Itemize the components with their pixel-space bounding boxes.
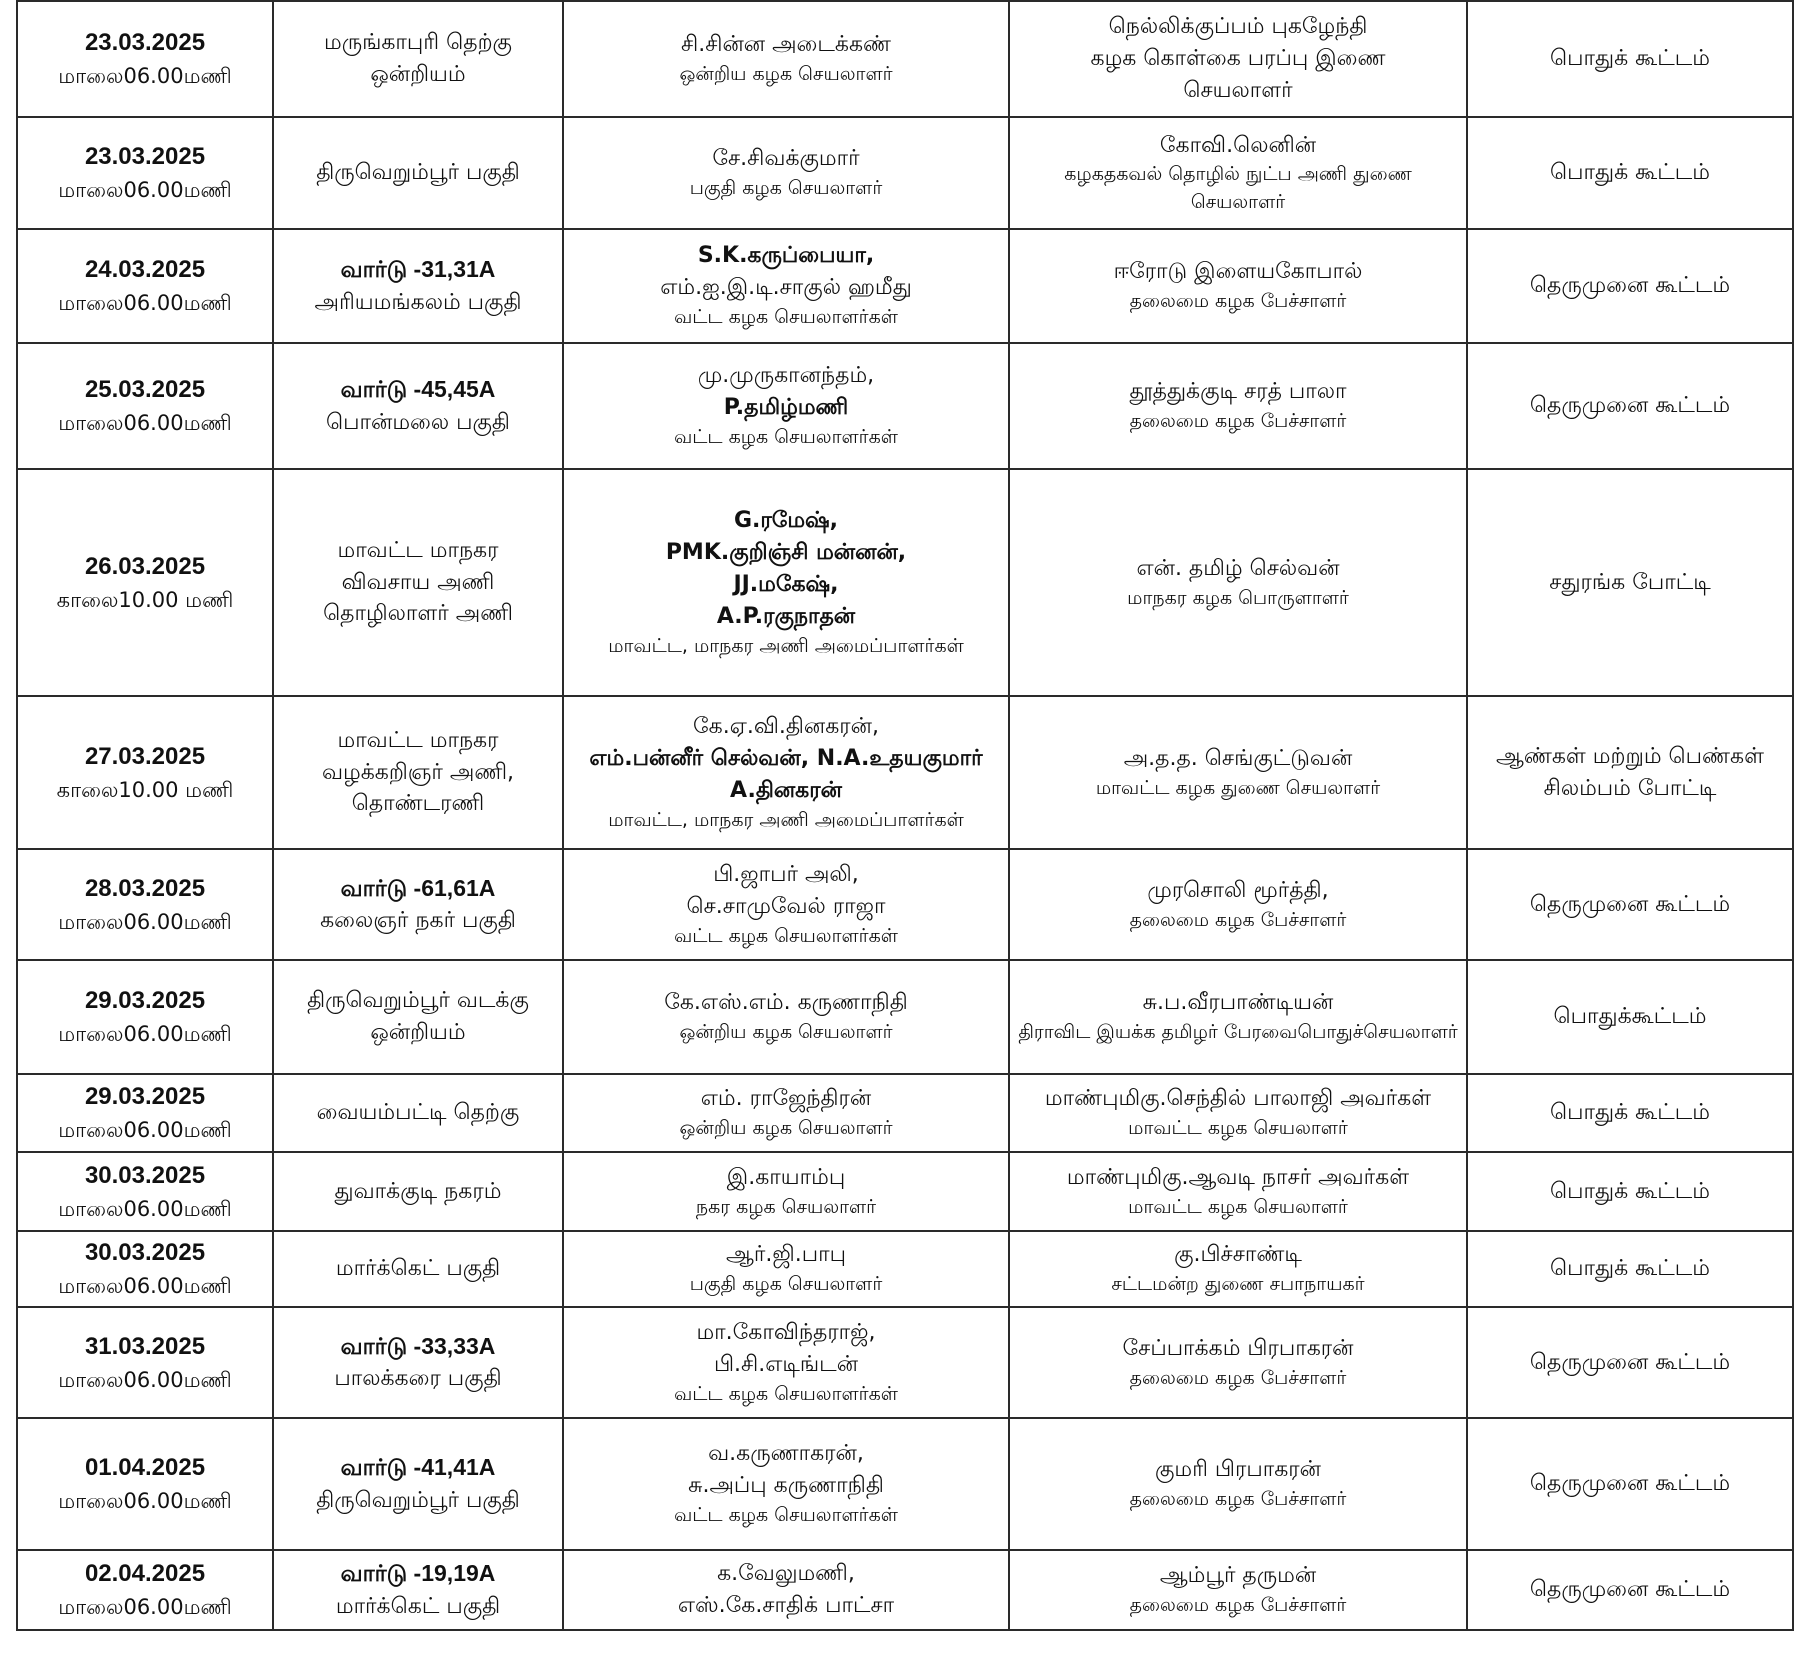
- speaker-role: தலைமை கழக பேச்சாளர்: [1129, 410, 1347, 433]
- organizer-name: JJ.மகேஷ்,: [733, 571, 839, 597]
- organizer-cell: [563, 1152, 1009, 1231]
- speaker-cell: [1009, 1152, 1467, 1231]
- event-date: 24.03.2025: [84, 256, 206, 284]
- event-type: பொதுக் கூட்டம்: [1550, 160, 1710, 186]
- date-cell: [17, 1550, 273, 1630]
- event-cell: [1467, 117, 1793, 229]
- organizer-name: S.K.கருப்பையா,: [697, 243, 875, 269]
- organizer-cell: [563, 343, 1009, 469]
- speaker-cell: [1009, 696, 1467, 849]
- place-cell: [273, 1307, 563, 1418]
- event-cell: [1467, 1, 1793, 117]
- place-cell: [273, 117, 563, 229]
- organizer-name: எம்.ஐ.இ.டி.சாகுல் ஹமீது: [660, 275, 912, 301]
- place-line: வையம்பட்டி தெற்கு: [316, 1100, 520, 1126]
- speaker-name: அ.த.த. செங்குட்டுவன்: [1123, 745, 1353, 771]
- place-cell: [273, 1, 563, 117]
- date-cell: [17, 469, 273, 696]
- organizer-name: வ.கருணாகரன்,: [708, 1441, 864, 1467]
- speaker-name: தூத்துக்குடி சரத் பாலா: [1129, 379, 1347, 405]
- date-cell: [17, 1, 273, 117]
- event-date: 31.03.2025: [84, 1332, 206, 1360]
- place-cell: [273, 469, 563, 696]
- table-row: [17, 960, 1793, 1074]
- organizer-cell: [563, 696, 1009, 849]
- organizer-cell: [563, 469, 1009, 696]
- place-line: மார்க்கெட் பகுதி: [335, 1593, 501, 1619]
- place-cell: [273, 229, 563, 343]
- event-time: காலை10.00 மணி: [56, 587, 234, 612]
- speaker-name: கு.பிச்சாண்டி: [1174, 1242, 1302, 1268]
- event-cell: [1467, 1231, 1793, 1307]
- place-line: வார்டு -61,61A: [340, 874, 496, 901]
- organizer-cell: [563, 1074, 1009, 1152]
- table-row: [17, 343, 1793, 469]
- date-cell: [17, 117, 273, 229]
- organizer-cell: [563, 229, 1009, 343]
- speaker-name: செயலாளர்: [1183, 77, 1293, 103]
- table-row: [17, 1418, 1793, 1550]
- organizer-role: வட்ட கழக செயலாளர்கள்: [674, 1504, 898, 1527]
- speaker-cell: [1009, 229, 1467, 343]
- speaker-role: தலைமை கழக பேச்சாளர்: [1129, 1366, 1347, 1389]
- date-cell: [17, 343, 273, 469]
- organizer-name: PMK.குறிஞ்சி மன்னன்,: [665, 539, 907, 565]
- table-row: [17, 1, 1793, 117]
- organizer-role: ஒன்றிய கழக செயலாளர்: [679, 1021, 893, 1044]
- speaker-role: தலைமை கழக பேச்சாளர்: [1129, 1488, 1347, 1511]
- place-line: ஒன்றியம்: [370, 62, 466, 87]
- speaker-name: ஆம்பூர் தருமன்: [1159, 1563, 1317, 1589]
- place-cell: [273, 343, 563, 469]
- organizer-name: எஸ்.கே.சாதிக் பாட்சா: [677, 1593, 895, 1618]
- speaker-role: மாவட்ட கழக செயலாளர்: [1128, 1117, 1348, 1140]
- organizer-role: பகுதி கழக செயலாளர்: [689, 1273, 883, 1296]
- speaker-cell: [1009, 1, 1467, 117]
- event-date: 02.04.2025: [84, 1560, 206, 1588]
- place-line: வார்டு -19,19A: [340, 1560, 496, 1587]
- place-line: அரியமங்கலம் பகுதி: [314, 289, 522, 315]
- event-cell: [1467, 1307, 1793, 1418]
- organizer-cell: [563, 1, 1009, 117]
- organizer-name: எம்.பன்னீர் செல்வன், N.A.உதயகுமார்: [589, 745, 983, 771]
- event-date: 25.03.2025: [84, 376, 206, 404]
- speaker-cell: [1009, 343, 1467, 469]
- organizer-role: நகர கழக செயலாளர்: [695, 1195, 877, 1218]
- speaker-role: தலைமை கழக பேச்சாளர்: [1129, 290, 1347, 313]
- event-cell: [1467, 343, 1793, 469]
- place-line: மாவட்ட மாநகர: [337, 727, 499, 753]
- event-cell: [1467, 469, 1793, 696]
- table-row: [17, 1231, 1793, 1307]
- speaker-role: மாவட்ட கழக துணை செயலாளர்: [1095, 776, 1381, 799]
- event-date: 29.03.2025: [84, 1083, 206, 1111]
- speaker-role: மாவட்ட கழக செயலாளர்: [1128, 1195, 1348, 1218]
- date-cell: [17, 1152, 273, 1231]
- date-cell: [17, 696, 273, 849]
- event-type: பொதுக் கூட்டம்: [1550, 1256, 1710, 1282]
- organizer-name: பி.ஜாபர் அலி,: [713, 861, 859, 887]
- event-time: மாலை06.00மணி: [58, 1196, 232, 1221]
- event-date: 23.03.2025: [84, 143, 206, 171]
- organizer-name: G.ரமேஷ்,: [733, 507, 839, 533]
- event-type: சதுரங்க போட்டி: [1549, 569, 1711, 595]
- speaker-name: ஈரோடு இளையகோபால்: [1113, 259, 1363, 285]
- event-type: தெருமுனை கூட்டம்: [1529, 1349, 1731, 1375]
- date-cell: [17, 1418, 273, 1550]
- speaker-cell: [1009, 1231, 1467, 1307]
- date-cell: [17, 1231, 273, 1307]
- place-line: பாலக்கரை பகுதி: [334, 1366, 502, 1392]
- table-row: [17, 1074, 1793, 1152]
- event-cell: [1467, 1550, 1793, 1630]
- place-line: திருவெறும்பூர் பகுதி: [316, 1487, 520, 1513]
- event-cell: [1467, 1074, 1793, 1152]
- event-date: 26.03.2025: [84, 552, 206, 580]
- organizer-name: க.வேலுமணி,: [717, 1561, 855, 1587]
- speaker-name: சேப்பாக்கம் பிரபாகரன்: [1122, 1335, 1354, 1361]
- schedule-table: [16, 0, 1794, 1631]
- place-line: வார்டு -31,31A: [340, 256, 496, 283]
- organizer-name: கே.எஸ்.எம். கருணாநிதி: [664, 990, 908, 1016]
- event-type: பொதுக் கூட்டம்: [1550, 46, 1710, 72]
- speaker-cell: [1009, 469, 1467, 696]
- place-line: தொழிலாளர் அணி: [323, 601, 513, 627]
- event-date: 01.04.2025: [84, 1454, 206, 1482]
- organizer-name: கே.ஏ.வி.தினகரன்,: [693, 713, 879, 739]
- event-time: மாலை06.00மணி: [58, 291, 232, 316]
- speaker-role: தலைமை கழக பேச்சாளர்: [1129, 1594, 1347, 1617]
- organizer-role: மாவட்ட, மாநகர அணி அமைப்பாளர்கள்: [608, 634, 964, 657]
- place-line: வார்டு -45,45A: [340, 376, 496, 403]
- speaker-cell: [1009, 1550, 1467, 1630]
- event-type: ஆண்கள் மற்றும் பெண்கள்: [1496, 743, 1764, 769]
- organizer-role: வட்ட கழக செயலாளர்கள்: [674, 1382, 898, 1405]
- event-type: தெருமுனை கூட்டம்: [1529, 1577, 1731, 1603]
- organizer-name: சி.சின்ன அடைக்கண்: [680, 32, 892, 58]
- place-cell: [273, 1550, 563, 1630]
- table-row: [17, 696, 1793, 849]
- event-cell: [1467, 849, 1793, 960]
- date-cell: [17, 229, 273, 343]
- event-date: 28.03.2025: [84, 874, 206, 902]
- event-cell: [1467, 1418, 1793, 1550]
- event-type: பொதுக் கூட்டம்: [1550, 1178, 1710, 1204]
- organizer-name: சு.அப்பு கருணாநிதி: [688, 1473, 884, 1499]
- event-time: மாலை06.00மணி: [58, 1367, 232, 1392]
- place-line: பொன்மலை பகுதி: [326, 409, 510, 435]
- event-time: மாலை06.00மணி: [58, 411, 232, 436]
- speaker-name: என். தமிழ் செல்வன்: [1136, 555, 1340, 581]
- event-date: 30.03.2025: [84, 1239, 206, 1267]
- place-cell: [273, 1074, 563, 1152]
- event-time: மாலை06.00மணி: [58, 1489, 232, 1514]
- organizer-cell: [563, 1231, 1009, 1307]
- event-type: சிலம்பம் போட்டி: [1543, 775, 1717, 801]
- event-time: காலை10.00 மணி: [56, 777, 234, 802]
- place-line: தொண்டரணி: [351, 791, 485, 817]
- event-date: 27.03.2025: [84, 742, 206, 770]
- organizer-name: A.தினகரன்: [730, 777, 842, 803]
- event-time: மாலை06.00மணி: [58, 1595, 232, 1620]
- organizer-name: பி.சி.எடிங்டன்: [713, 1351, 859, 1377]
- event-time: மாலை06.00மணி: [58, 1274, 232, 1299]
- organizer-role: ஒன்றிய கழக செயலாளர்: [679, 63, 893, 86]
- event-date: 23.03.2025: [84, 29, 206, 57]
- event-type: பொதுக் கூட்டம்: [1550, 1100, 1710, 1126]
- place-line: வழக்கறிஞர் அணி,: [321, 759, 515, 785]
- speaker-name: மாண்புமிகு.ஆவடி நாசர் அவர்கள்: [1066, 1164, 1410, 1190]
- event-time: மாலை06.00மணி: [58, 909, 232, 934]
- organizer-role: வட்ட கழக செயலாளர்கள்: [674, 924, 898, 947]
- place-line: திருவெறும்பூர் பகுதி: [316, 160, 520, 186]
- event-time: மாலை06.00மணி: [58, 178, 232, 203]
- table-row: [17, 849, 1793, 960]
- place-cell: [273, 1231, 563, 1307]
- place-cell: [273, 1152, 563, 1231]
- speaker-name: கழக கொள்கை பரப்பு இணை: [1090, 46, 1386, 72]
- place-line: ஒன்றியம்: [370, 1020, 466, 1045]
- organizer-cell: [563, 849, 1009, 960]
- organizer-role: ஒன்றிய கழக செயலாளர்: [679, 1117, 893, 1140]
- organizer-name: இ.காயாம்பு: [726, 1164, 846, 1190]
- event-type: பொதுக்கூட்டம்: [1553, 1004, 1707, 1030]
- event-cell: [1467, 696, 1793, 849]
- event-cell: [1467, 229, 1793, 343]
- speaker-role: மாநகர கழக பொருளாளர்: [1127, 586, 1349, 609]
- organizer-name: எம். ராஜேந்திரன்: [700, 1086, 872, 1112]
- table-row: [17, 229, 1793, 343]
- organizer-name: செ.சாமுவேல் ராஜா: [686, 893, 886, 919]
- speaker-role: தலைமை கழக பேச்சாளர்: [1129, 908, 1347, 931]
- table-row: [17, 117, 1793, 229]
- event-type: தெருமுனை கூட்டம்: [1529, 273, 1731, 299]
- speaker-cell: [1009, 1418, 1467, 1550]
- place-line: வார்டு -33,33A: [340, 1332, 496, 1359]
- speaker-role: திராவிட இயக்க தமிழர் பேரவைபொதுச்செயலாளர்: [1018, 1021, 1458, 1044]
- event-cell: [1467, 960, 1793, 1074]
- organizer-role: வட்ட கழக செயலாளர்கள்: [674, 306, 898, 329]
- organizer-cell: [563, 117, 1009, 229]
- schedule-sheet: [16, 0, 1792, 1654]
- event-type: தெருமுனை கூட்டம்: [1529, 1471, 1731, 1497]
- organizer-name: A.P.ரகுநாதன்: [716, 603, 856, 629]
- table-row: [17, 1307, 1793, 1418]
- organizer-role: பகுதி கழக செயலாளர்: [689, 177, 883, 200]
- event-date: 30.03.2025: [84, 1161, 206, 1189]
- table-row: [17, 469, 1793, 696]
- place-cell: [273, 849, 563, 960]
- organizer-role: வட்ட கழக செயலாளர்கள்: [674, 426, 898, 449]
- organizer-cell: [563, 1418, 1009, 1550]
- date-cell: [17, 1074, 273, 1152]
- organizer-cell: [563, 1550, 1009, 1630]
- event-type: தெருமுனை கூட்டம்: [1529, 891, 1731, 917]
- organizer-cell: [563, 960, 1009, 1074]
- place-line: விவசாய அணி: [341, 569, 495, 595]
- organizer-name: மா.கோவிந்தராஜ்,: [696, 1319, 876, 1345]
- place-line: மருங்காபுரி தெற்கு: [324, 30, 512, 56]
- table-row: [17, 1152, 1793, 1231]
- date-cell: [17, 960, 273, 1074]
- speaker-name: முரசொலி மூர்த்தி,: [1147, 877, 1329, 903]
- organizer-cell: [563, 1307, 1009, 1418]
- place-line: மாவட்ட மாநகர: [337, 537, 499, 563]
- speaker-name: சு.ப.வீரபாண்டியன்: [1142, 990, 1334, 1016]
- date-cell: [17, 1307, 273, 1418]
- event-time: மாலை06.00மணி: [58, 1022, 232, 1047]
- place-cell: [273, 960, 563, 1074]
- organizer-name: P.தமிழ்மணி: [723, 395, 849, 421]
- speaker-name: கோவி.லெனின்: [1159, 132, 1317, 158]
- event-time: மாலை06.00மணி: [58, 64, 232, 89]
- organizer-name: ஆர்.ஜி.பாபு: [726, 1242, 846, 1268]
- speaker-cell: [1009, 1074, 1467, 1152]
- place-cell: [273, 1418, 563, 1550]
- date-cell: [17, 849, 273, 960]
- event-date: 29.03.2025: [84, 987, 206, 1015]
- place-cell: [273, 696, 563, 849]
- speaker-role: சட்டமன்ற துணை சபாநாயகர்: [1111, 1273, 1365, 1296]
- speaker-cell: [1009, 1307, 1467, 1418]
- place-line: கலைஞர் நகர் பகுதி: [320, 908, 516, 934]
- place-line: மார்க்கெட் பகுதி: [335, 1256, 501, 1282]
- organizer-name: சே.சிவக்குமார்: [712, 146, 860, 172]
- place-line: துவாக்குடி நகரம்: [334, 1178, 502, 1204]
- event-time: மாலை06.00மணி: [58, 1118, 232, 1143]
- speaker-name: நெல்லிக்குப்பம் புகழேந்தி: [1108, 14, 1368, 40]
- place-line: திருவெறும்பூர் வடக்கு: [307, 988, 529, 1014]
- speaker-cell: [1009, 117, 1467, 229]
- place-line: வார்டு -41,41A: [340, 1454, 496, 1481]
- event-cell: [1467, 1152, 1793, 1231]
- speaker-name: மாண்புமிகு.செந்தில் பாலாஜி அவர்கள்: [1044, 1086, 1432, 1112]
- speaker-cell: [1009, 960, 1467, 1074]
- speaker-role: கழகதகவல் தொழில் நுட்ப அணி துணை செயலாளர்: [1064, 163, 1412, 213]
- speaker-cell: [1009, 849, 1467, 960]
- event-type: தெருமுனை கூட்டம்: [1529, 393, 1731, 419]
- organizer-name: மு.முருகானந்தம்,: [697, 363, 875, 389]
- table-row: [17, 1550, 1793, 1630]
- organizer-role: மாவட்ட, மாநகர அணி அமைப்பாளர்கள்: [608, 808, 964, 831]
- speaker-name: குமரி பிரபாகரன்: [1154, 1457, 1322, 1483]
